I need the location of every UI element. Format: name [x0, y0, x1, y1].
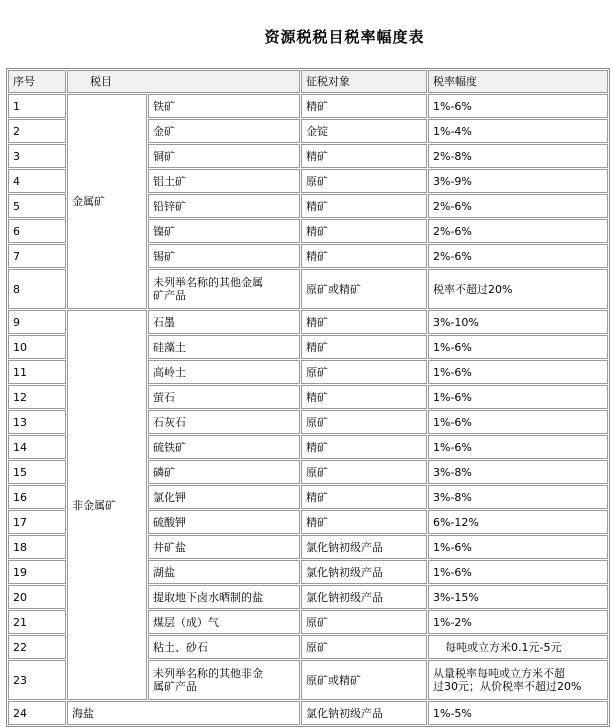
row-object: 氯化钠初级产品	[301, 701, 427, 725]
row-object: 金锭	[301, 119, 427, 143]
row-rate-line1: 从量税率每吨或立方米不超	[433, 667, 565, 680]
row-rate	[428, 660, 608, 700]
row-rate-line2: 过30元；从价税率不超过20%	[433, 680, 582, 693]
header-object: 征税对象	[301, 70, 427, 93]
row-no: 7	[8, 244, 66, 268]
row-item	[148, 660, 300, 700]
row-no: 6	[8, 219, 66, 243]
row-item: 井矿盐	[148, 535, 300, 559]
row-rate: 2%-6%	[428, 219, 608, 243]
row-object: 精矿	[301, 485, 427, 509]
row-item	[148, 269, 300, 309]
row-item: 石灰石	[148, 410, 300, 434]
row-item: 粘土、砂石	[148, 635, 300, 659]
row-object: 原矿	[301, 635, 427, 659]
row-rate: 3%-15%	[428, 585, 608, 609]
row-object: 氯化钠初级产品	[301, 560, 427, 584]
row-object: 精矿	[301, 510, 427, 534]
row-item: 镍矿	[148, 219, 300, 243]
row-item: 硫酸钾	[148, 510, 300, 534]
row-no: 20	[8, 585, 66, 609]
row-rate: 1%-6%	[428, 410, 608, 434]
row-no: 22	[8, 635, 66, 659]
row-no: 12	[8, 385, 66, 409]
row-object: 氯化钠初级产品	[301, 535, 427, 559]
row-object: 精矿	[301, 244, 427, 268]
row-object: 原矿	[301, 410, 427, 434]
row-item: 铁矿	[148, 94, 300, 118]
row-rate: 6%-12%	[428, 510, 608, 534]
row-rate: 1%-6%	[428, 335, 608, 359]
row-object: 原矿	[301, 169, 427, 193]
row-no: 14	[8, 435, 66, 459]
tax-rate-table	[6, 68, 610, 727]
row-rate: 2%-8%	[428, 144, 608, 168]
row-no: 3	[8, 144, 66, 168]
row-no: 2	[8, 119, 66, 143]
row-rate: 3%-10%	[428, 310, 608, 334]
row-object: 原矿或精矿	[301, 269, 427, 309]
row-item: 铅锌矿	[148, 194, 300, 218]
header-item: 税目	[67, 70, 300, 93]
row-no: 8	[8, 269, 66, 309]
row-item: 高岭土	[148, 360, 300, 384]
row-no: 9	[8, 310, 66, 334]
row-no: 15	[8, 460, 66, 484]
row-no: 10	[8, 335, 66, 359]
row-rate: 1%-5%	[428, 701, 608, 725]
row-item-line2: 属矿产品	[153, 680, 197, 693]
table-row	[8, 701, 608, 725]
row-no: 18	[8, 535, 66, 559]
row-item: 氯化钾	[148, 485, 300, 509]
row-rate: 1%-4%	[428, 119, 608, 143]
row-rate: 3%-9%	[428, 169, 608, 193]
row-object: 精矿	[301, 310, 427, 334]
row-item-line1: 未列举名称的其他非金	[153, 667, 263, 680]
row-no: 5	[8, 194, 66, 218]
row-item-line1: 未列举名称的其他金属	[153, 276, 263, 289]
row-object: 氯化钠初级产品	[301, 585, 427, 609]
category-sea-salt: 海盐	[67, 701, 300, 725]
table-row	[8, 94, 608, 118]
row-item: 金矿	[148, 119, 300, 143]
row-no: 24	[8, 701, 66, 725]
row-no: 19	[8, 560, 66, 584]
row-item: 提取地下卤水晒制的盐	[148, 585, 300, 609]
row-rate: 1%-6%	[428, 385, 608, 409]
row-no: 4	[8, 169, 66, 193]
row-object: 精矿	[301, 435, 427, 459]
row-item: 铝土矿	[148, 169, 300, 193]
row-item: 石墨	[148, 310, 300, 334]
row-item-line2: 矿产品	[153, 289, 186, 302]
row-object: 精矿	[301, 219, 427, 243]
header-rate: 税率幅度	[428, 70, 608, 93]
row-rate: 1%-6%	[428, 360, 608, 384]
row-rate: 1%-6%	[428, 535, 608, 559]
row-no: 17	[8, 510, 66, 534]
row-item: 湖盐	[148, 560, 300, 584]
table-row	[8, 310, 608, 334]
page-title: 资源税税目税率幅度表	[264, 28, 425, 46]
row-item: 硅藻土	[148, 335, 300, 359]
category-metal: 金属矿	[67, 94, 147, 309]
row-no: 13	[8, 410, 66, 434]
row-item: 硫铁矿	[148, 435, 300, 459]
row-rate: 1%-6%	[428, 435, 608, 459]
row-no: 11	[8, 360, 66, 384]
row-rate: 3%-8%	[428, 460, 608, 484]
row-item: 萤石	[148, 385, 300, 409]
row-rate: 1%-2%	[428, 610, 608, 634]
row-object: 原矿或精矿	[301, 660, 427, 700]
category-nonmetal: 非金属矿	[67, 310, 147, 700]
row-rate: 2%-6%	[428, 244, 608, 268]
row-object: 精矿	[301, 194, 427, 218]
row-rate: 1%-6%	[428, 94, 608, 118]
row-object: 原矿	[301, 610, 427, 634]
row-object: 原矿	[301, 460, 427, 484]
row-object: 精矿	[301, 94, 427, 118]
row-object: 原矿	[301, 360, 427, 384]
row-no: 1	[8, 94, 66, 118]
header-no: 序号	[8, 70, 66, 93]
row-item: 磷矿	[148, 460, 300, 484]
row-item: 煤层（成）气	[148, 610, 300, 634]
row-item: 锡矿	[148, 244, 300, 268]
row-rate: 2%-6%	[428, 194, 608, 218]
row-rate: 每吨或立方米0.1元-5元	[428, 635, 608, 659]
row-rate: 税率不超过20%	[428, 269, 608, 309]
row-object: 精矿	[301, 335, 427, 359]
row-object: 精矿	[301, 144, 427, 168]
table-header-row	[8, 70, 608, 93]
row-no: 23	[8, 660, 66, 700]
row-no: 16	[8, 485, 66, 509]
row-item: 铜矿	[148, 144, 300, 168]
row-rate: 3%-8%	[428, 485, 608, 509]
row-object: 精矿	[301, 385, 427, 409]
row-no: 21	[8, 610, 66, 634]
row-rate: 1%-6%	[428, 560, 608, 584]
